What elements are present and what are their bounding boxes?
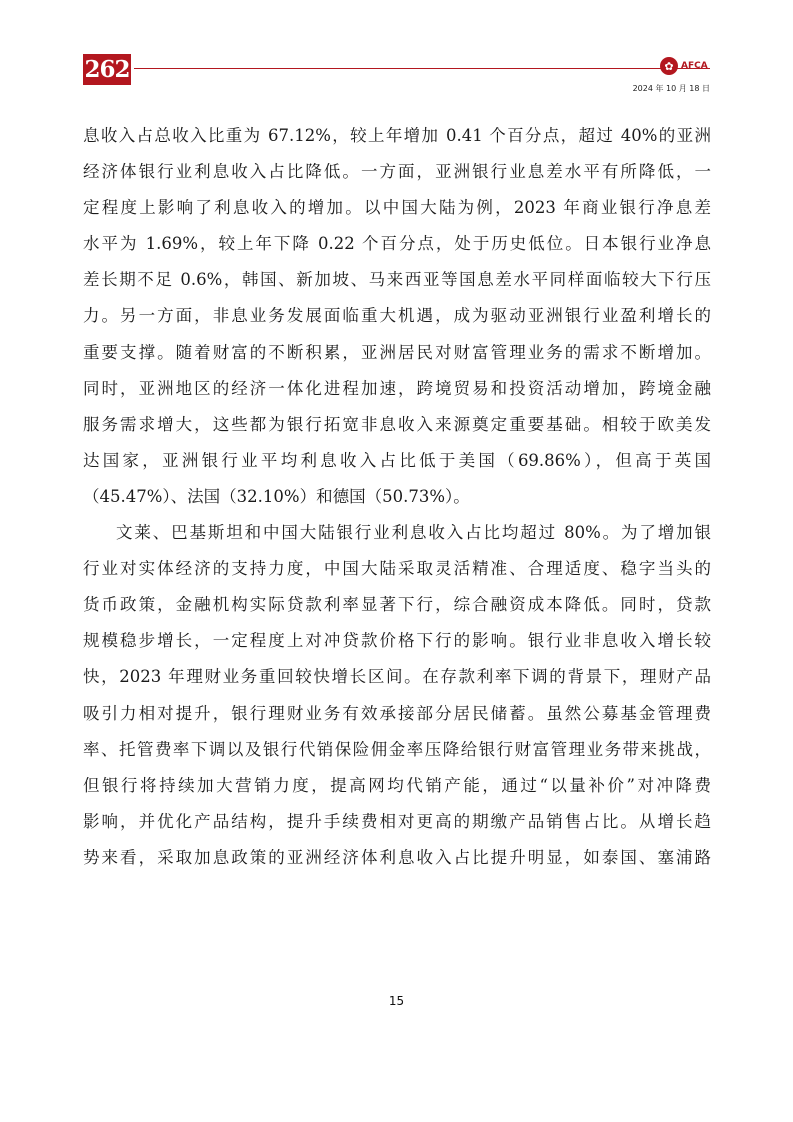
text-line: （45.47%）、法国（32.10%）和德国（50.73%）。 (83, 486, 470, 506)
text-line: 定程度上影响了利息收入的增加。以中国大陆为例，2023 年商业银行净息差 (83, 198, 711, 218)
body-text (83, 118, 711, 876)
text-line: 服务需求增大，这些都为银行拓宽非息收入来源奠定重要基础。相较于欧美发 (83, 414, 711, 434)
text-line: 重要支撑。随着财富的不断积累，亚洲居民对财富管理业务的需求不断增加。 (83, 342, 711, 362)
page-badge: 262 (84, 56, 130, 83)
logo-text: AFCA (681, 61, 708, 71)
text-line: 同时，亚洲地区的经济一体化进程加速，跨境贸易和投资活动增加，跨境金融 (83, 378, 711, 398)
text-line: 文莱、巴基斯坦和中国大陆银行业利息收入占比均超过 80%。为了增加银 (116, 523, 711, 543)
text-line: 行业对实体经济的支持力度，中国大陆采取灵活精准、合理适度、稳字当头的 (83, 559, 711, 579)
text-line: 货币政策，金融机构实际贷款利率显著下行，综合融资成本降低。同时，贷款 (83, 595, 711, 615)
text-line: 影响，并优化产品结构，提升手续费相对更高的期缴产品销售占比。从增长趋 (83, 811, 711, 831)
text-line: 力。另一方面，非息业务发展面临重大机遇，成为驱动亚洲银行业盈利增长的 (83, 306, 711, 326)
text-line: 快，2023 年理财业务重回较快增长区间。在存款利率下调的背景下，理财产品 (83, 667, 711, 687)
afca-logo (660, 54, 712, 78)
text-line: 达国家，亚洲银行业平均利息收入占比低于美国（69.86%），但高于英国 (83, 450, 711, 470)
text-line: 吸引力相对提升，银行理财业务有效承接部分居民储蓄。虽然公募基金管理费 (83, 703, 711, 723)
text-line: 水平为 1.69%，较上年下降 0.22 个百分点，处于历史低位。日本银行业净息 (83, 234, 711, 254)
text-line: 但银行将持续加大营销力度，提高网均代销产能，通过“以量补价”对冲降费 (83, 775, 711, 795)
header-date: 2024 年 10 月 18 日 (632, 84, 710, 93)
afca-emblem-icon: ✿ (660, 57, 678, 75)
text-line: 率、托管费率下调以及银行代销保险佣金率压降给银行财富管理业务带来挑战， (83, 739, 711, 759)
text-line: 规模稳步增长，一定程度上对冲贷款价格下行的影响。银行业非息收入增长较 (83, 631, 711, 651)
page-number: 15 (388, 994, 405, 1008)
text-line: 经济体银行业利息收入占比降低。一方面，亚洲银行业息差水平有所降低，一 (83, 162, 711, 182)
header-divider (134, 68, 710, 69)
text-line: 差长期不足 0.6%，韩国、新加坡、马来西亚等国息差水平同样面临较大下行压 (83, 270, 711, 290)
text-line: 势来看，采取加息政策的亚洲经济体利息收入占比提升明显，如泰国、塞浦路 (83, 847, 711, 867)
text-line: 息收入占总收入比重为 67.12%，较上年增加 0.41 个百分点，超过 40%的亚洲 (83, 126, 711, 145)
